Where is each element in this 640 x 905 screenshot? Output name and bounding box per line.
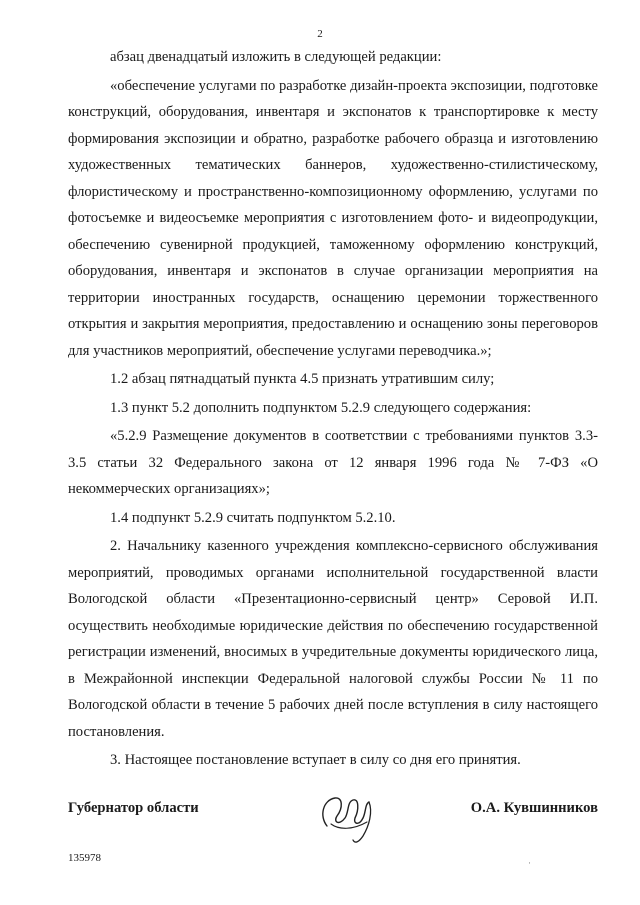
document-code: 135978 — [68, 852, 101, 864]
paragraph-5: «5.2.9 Размещение документов в соответствии с требованиями пунктов 3.3-3.5 статьи 32 Федерального закона от 12 января 1996 года № 7-ФЗ «О некоммерческих организациях»; — [68, 428, 598, 497]
corner-mark: · — [528, 858, 531, 868]
page-number: 2 — [317, 28, 323, 40]
signatory-name: О.А. Кувшинников — [470, 800, 598, 816]
paragraph-1: абзац двенадцатый изложить в следующей редакции: — [110, 49, 442, 65]
document-body — [68, 44, 598, 774]
signatory-title: Губернатор области — [68, 800, 199, 816]
signature-block — [68, 792, 598, 852]
paragraph-4: 1.3 пункт 5.2 дополнить подпунктом 5.2.9 следующего содержания: — [110, 399, 532, 416]
paragraph-6: 1.4 подпункт 5.2.9 считать подпунктом 5.2.10. — [110, 509, 396, 526]
paragraph-3: 1.2 абзац пятнадцатый пункта 4.5 признать утратившим силу; — [110, 371, 495, 387]
paragraph-7: 2. Начальнику казенного учреждения комплексно-сервисного обслуживания мероприятий, проводимых органами исполнительной государственной власти Вологодской области «Презентационно-сервисный центр» Серовой И.П. осуществить необходимые юридические действия по обеспечению государственной регистрации изменений, вносимых в учредительные документы юридического лица, в Межрайонной инспекции Федеральной налоговой службы России № 11 по Вологодской области в течение 5 рабочих дней после вступления в силу настоящего постановления. — [68, 538, 598, 740]
handwritten-signature-icon — [313, 786, 383, 848]
paragraph-8: 3. Настоящее постановление вступает в силу со дня его принятия. — [110, 752, 521, 768]
paragraph-2: «обеспечение услугами по разработке дизайн-проекта экспозиции, подготовке конструкций, оборудования, инвентаря и экспонатов к транспортировке к месту формирования экспозиции и обратно, разработке рабочего образца и изготовлению художественных тематических баннеров, художественно-стилистическому, флористическому и пространственно-композиционному оформлению, услугами по фотосъемке и видеосъемке мероприятия с изготовлением фото- и видеопродукции, обеспечению сувенирной продукцией, таможенному оформлению конструкций, оборудования, инвентаря и экспонатов в случае организации мероприятия на территории иностранных государств, оснащению церемонии торжественного открытия и закрытия мероприятия, предоставлению и оснащению зоны переговоров для участников мероприятий, обеспечение услугами переводчика.»; — [68, 77, 598, 359]
